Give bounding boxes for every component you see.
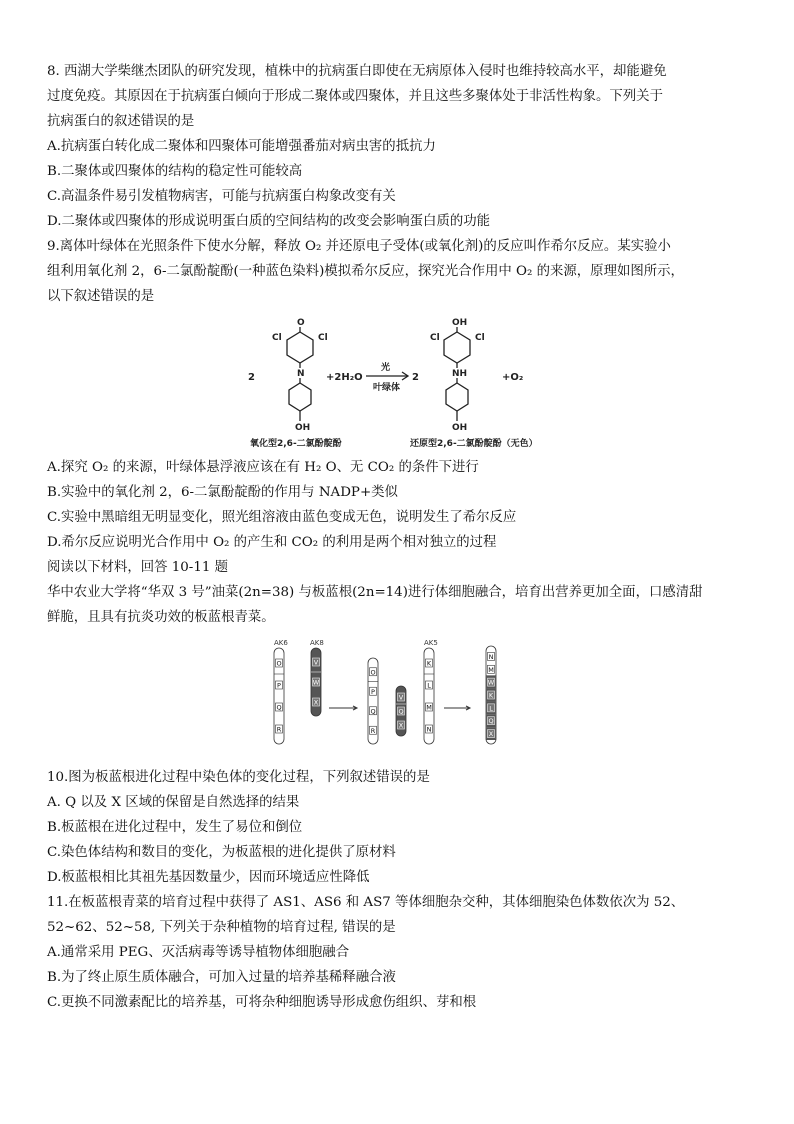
chromosome bbox=[368, 658, 378, 744]
option-c: C.实验中黑暗组无明显变化，照光组溶液由蓝色变成无色，说明发生了希尔反应 bbox=[47, 510, 517, 525]
chromosome-label-ak8: AK8 bbox=[310, 639, 324, 647]
text-line: 组利用氧化剂 2，6-二氯酚靛酚(一种蓝色染料)模拟希尔反应，探究光合作用中 O₂ 的来源，原理如图所示， bbox=[47, 264, 684, 279]
text-line: 10.图为板蓝根进化过程中染色体的变化过程，下列叙述错误的是 bbox=[47, 770, 430, 785]
chromosome bbox=[486, 646, 496, 744]
gene-label: K bbox=[488, 691, 494, 700]
option-a: A. Q 以及 X 区域的保留是自然选择的结果 bbox=[47, 795, 300, 810]
gene-label: V bbox=[313, 658, 319, 667]
atom-label: OH bbox=[295, 423, 311, 433]
gene-label: M bbox=[488, 665, 494, 674]
text-line: 抗病蛋白的叙述错误的是 bbox=[47, 114, 195, 129]
gene-label: R bbox=[276, 725, 282, 734]
gene-label: M bbox=[426, 703, 432, 712]
arrow-condition-chloroplast: 叶绿体 bbox=[373, 383, 401, 393]
chromosome bbox=[311, 648, 321, 716]
oxygen-term: +O₂ bbox=[502, 372, 524, 383]
option-d: D.希尔反应说明光合作用中 O₂ 的产生和 CO₂ 的利用是两个相对独立的过程 bbox=[47, 535, 497, 550]
gene-label: P bbox=[371, 687, 375, 696]
option-c: C.更换不同激素配比的培养基，可将杂种细胞诱导形成愈伤组织、芽和根 bbox=[47, 995, 477, 1010]
chromosome-label-ak6: AK6 bbox=[274, 639, 288, 647]
label-reduced-dcpip: 还原型2,6-二氯酚靛酚（无色） bbox=[410, 439, 538, 449]
option-b: B.为了终止原生质体融合，可加入过量的培养基稀释融合液 bbox=[47, 970, 396, 985]
gene-label: W bbox=[312, 678, 320, 687]
gene-label: X bbox=[398, 721, 404, 730]
gene-label: X bbox=[313, 698, 319, 707]
hydroquinone-ring bbox=[444, 332, 470, 363]
gene-label: K bbox=[426, 659, 432, 668]
option-b: B.板蓝根在进化过程中，发生了易位和倒位 bbox=[47, 820, 303, 835]
chromosome-group bbox=[274, 646, 496, 744]
text-line: 以下叙述错误的是 bbox=[47, 289, 155, 304]
chromosome bbox=[396, 686, 406, 736]
atom-label: N bbox=[297, 369, 305, 379]
gene-label: O bbox=[370, 668, 376, 677]
option-c: C.高温条件易引发植物病害，可能与抗病蛋白构象改变有关 bbox=[47, 189, 396, 204]
atom-label: Cl bbox=[430, 333, 440, 343]
coefficient: 2 bbox=[412, 372, 419, 383]
chromosome bbox=[424, 648, 434, 744]
atom-label: Cl bbox=[272, 333, 282, 343]
option-b: B.二聚体或四聚体的结构的稳定性可能较高 bbox=[47, 164, 303, 179]
text-line: 鲜脆，且具有抗炎功效的板蓝根青菜。 bbox=[47, 610, 275, 625]
atom-label: NH bbox=[452, 369, 468, 379]
atom-label: OH bbox=[452, 423, 468, 433]
gene-label: P bbox=[277, 681, 281, 690]
option-a: A.探究 O₂ 的来源，叶绿体悬浮液应该在有 H₂ O、无 CO₂ 的条件下进行 bbox=[47, 460, 479, 475]
gene-label: Q bbox=[370, 707, 376, 716]
text-line: 9.离体叶绿体在光照条件下使水分解，释放 O₂ 并还原电子受体(或氧化剂)的反应叫作希尔反应。某实验小 bbox=[47, 239, 671, 254]
gene-label: L bbox=[489, 704, 493, 713]
text-line: 11.在板蓝根青菜的培育过程中获得了 AS1、AS6 和 AS7 等体细胞杂交种，其体细胞染色体数依次为 52、 bbox=[47, 895, 685, 910]
gene-label: N bbox=[426, 725, 432, 734]
atom-label: O bbox=[297, 318, 305, 328]
coefficient: 2 bbox=[248, 372, 255, 383]
option-d: D.板蓝根相比其祖先基因数量少，因而环境适应性降低 bbox=[47, 870, 370, 885]
quinone-ring bbox=[287, 332, 313, 363]
option-a: A.通常采用 PEG、灭活病毒等诱导植物体细胞融合 bbox=[47, 945, 350, 960]
label-oxidized-dcpip: 氧化型2,6-二氯酚靛酚 bbox=[250, 439, 342, 449]
chromosome-label-ak5: AK5 bbox=[424, 639, 438, 647]
gene-label: R bbox=[370, 726, 376, 735]
chromosome-evolution-figure bbox=[266, 636, 516, 748]
gene-label: Q bbox=[276, 703, 282, 712]
gene-label: W bbox=[487, 678, 495, 687]
text-line: 过度免疫。其原因在于抗病蛋白倾向于形成二聚体或四聚体，并且这些多聚体处于非活性构象。下列关于 bbox=[47, 89, 663, 104]
text-line: 52~62、52~58, 下列关于杂种植物的培育过程, 错误的是 bbox=[47, 920, 396, 935]
atom-label: OH bbox=[452, 318, 468, 328]
phenol-ring bbox=[446, 383, 468, 411]
option-b: B.实验中的氧化剂 2，6-二氯酚靛酚的作用与 NADP+类似 bbox=[47, 485, 398, 500]
atom-label: Cl bbox=[475, 333, 485, 343]
gene-label: N bbox=[488, 652, 494, 661]
text-line: 阅读以下材料，回答 10-11 题 bbox=[47, 560, 229, 575]
option-c: C.染色体结构和数目的变化，为板蓝根的进化提供了原材料 bbox=[47, 845, 396, 860]
gene-label: Q bbox=[488, 717, 494, 726]
gene-label: X bbox=[488, 730, 494, 739]
option-a: A.抗病蛋白转化成二聚体和四聚体可能增强番茄对病虫害的抵抗力 bbox=[47, 139, 436, 154]
text-line: 华中农业大学将“华双 3 号”油菜(2n=38) 与板蓝根(2n=14)进行体细胞融合，培育出营养更加全面，口感清甜 bbox=[47, 585, 703, 600]
phenol-ring bbox=[289, 383, 311, 411]
option-d: D.二聚体或四聚体的形成说明蛋白质的空间结构的改变会影响蛋白质的功能 bbox=[47, 214, 491, 229]
gene-label: O bbox=[276, 659, 282, 668]
atom-label: Cl bbox=[318, 333, 328, 343]
arrow-condition-light: 光 bbox=[381, 363, 391, 373]
chromosome bbox=[274, 648, 284, 744]
text-line: 8. 西湖大学柴继杰团队的研究发现，植株中的抗病蛋白即使在无病原体入侵时也维持较高水平，却能避免 bbox=[47, 64, 667, 79]
gene-label: V bbox=[398, 693, 404, 702]
gene-label: Q bbox=[398, 707, 404, 716]
water-term: +2H₂O bbox=[326, 372, 363, 383]
hill-reaction-figure bbox=[240, 312, 560, 452]
gene-label: L bbox=[427, 681, 431, 690]
